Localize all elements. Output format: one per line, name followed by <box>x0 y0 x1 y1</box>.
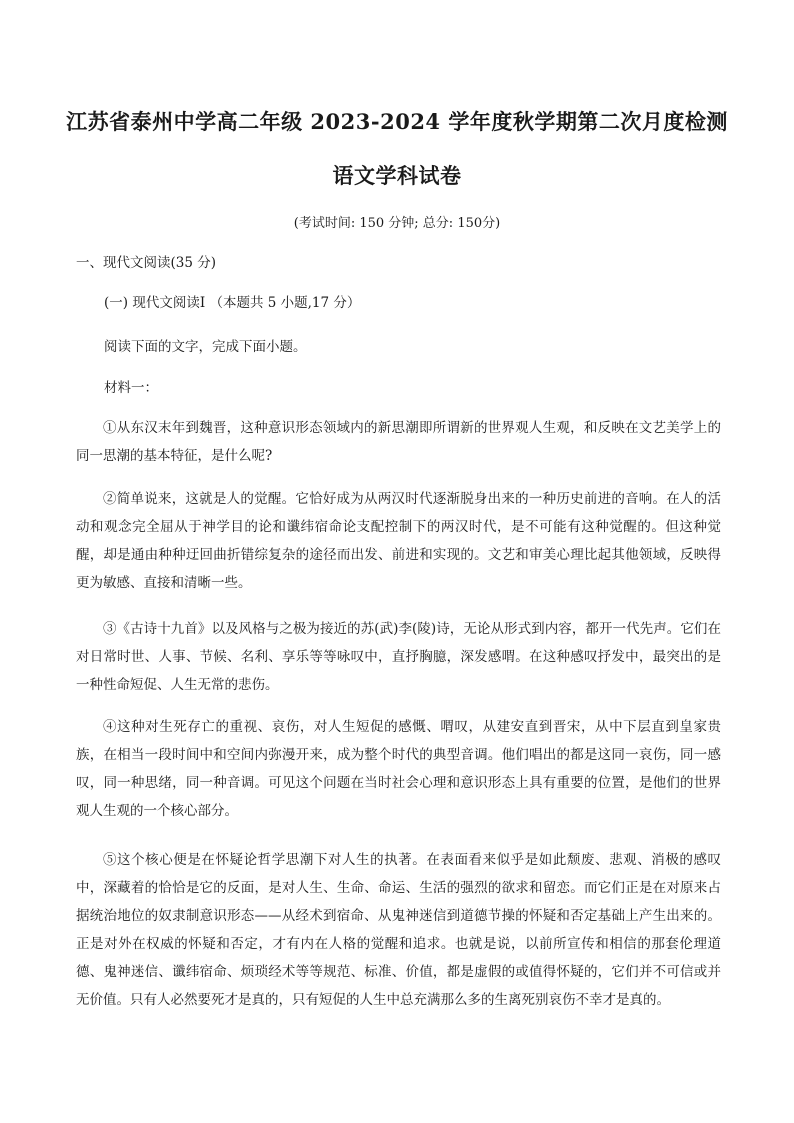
reading-instruction: 阅读下面的文字，完成下面小题。 <box>104 339 307 355</box>
section-heading: 一、现代文阅读(35 分) <box>76 255 217 271</box>
exam-title: 江苏省泰州中学高二年级 2023-2024 学年度秋学期第二次月度检测 <box>66 109 728 134</box>
paragraph-5: ⑤这个核心便是在怀疑论哲学思潮下对人生的执著。在表面看来似乎是如此颓废、悲观、消极的感叹中，深藏着的恰恰是它的反面，是对人生、生命、命运、生活的强烈的欲求和留恋。而它们正是在对原来占据统治地位的奴隶制意识形态——从经术到宿命、从鬼神迷信到道德节操的怀疑和否定基础上产生出来的。正是对外在权威的怀疑和否定，才有内在人格的觉醒和追求。也就是说，以前所宣传和相信的那套伦理道德、鬼神迷信、谶纬宿命、烦琐经术等等规范、标准、价值，都是虚假的或值得怀疑的，它们并不可信或并无价值。只有人必然要死才是真的，只有短促的人生中总充满那么多的生离死别哀伤不幸才是真的。 <box>76 852 721 1008</box>
paragraph-3: ③《古诗十九首》以及风格与之极为接近的苏(武)李(陵)诗，无论从形式到内容，都开一代先声。它们在对日常时世、人事、节候、名利、享乐等等咏叹中，直抒胸臆，深发感喟。在这种感叹抒发中，最突出的是一种性命短促、人生无常的悲伤。 <box>76 621 721 693</box>
paragraph-4: ④这种对生死存亡的重视、哀伤，对人生短促的感慨、喟叹，从建安直到晋宋，从中下层直到皇家贵族，在相当一段时间中和空间内弥漫开来，成为整个时代的典型音调。他们唱出的都是这同一哀伤，同一感叹，同一种思绪，同一种音调。可见这个问题在当时社会心理和意识形态上具有重要的位置，是他们的世界观人生观的一个核心部分。 <box>76 719 721 819</box>
exam-info: (考试时间: 150 分钟; 总分: 150分) <box>293 216 501 231</box>
subject-title: 语文学科试卷 <box>332 163 462 188</box>
paragraph-1: ①从东汉末年到魏晋，这种意识形态领域内的新思潮即所谓新的世界观人生观，和反映在文艺美学上的同一思潮的基本特征，是什么呢? <box>76 420 721 464</box>
paragraph-2: ②简单说来，这就是人的觉醒。它恰好成为从两汉时代逐渐脱身出来的一种历史前进的音响。在人的活动和观念完全屈从于神学目的论和谶纬宿命论支配控制下的两汉时代，是不可能有这种觉醒的。但这种觉醒，却是通由种种迂回曲折错综复杂的途径而出发、前进和实现的。文艺和审美心理比起其他领域，反映得更为敏感、直接和清晰一些。 <box>76 491 721 591</box>
subsection-heading: (一) 现代文阅读Ⅰ （本题共 5 小题,17 分） <box>104 295 361 311</box>
material-label: 材料一： <box>104 380 158 396</box>
